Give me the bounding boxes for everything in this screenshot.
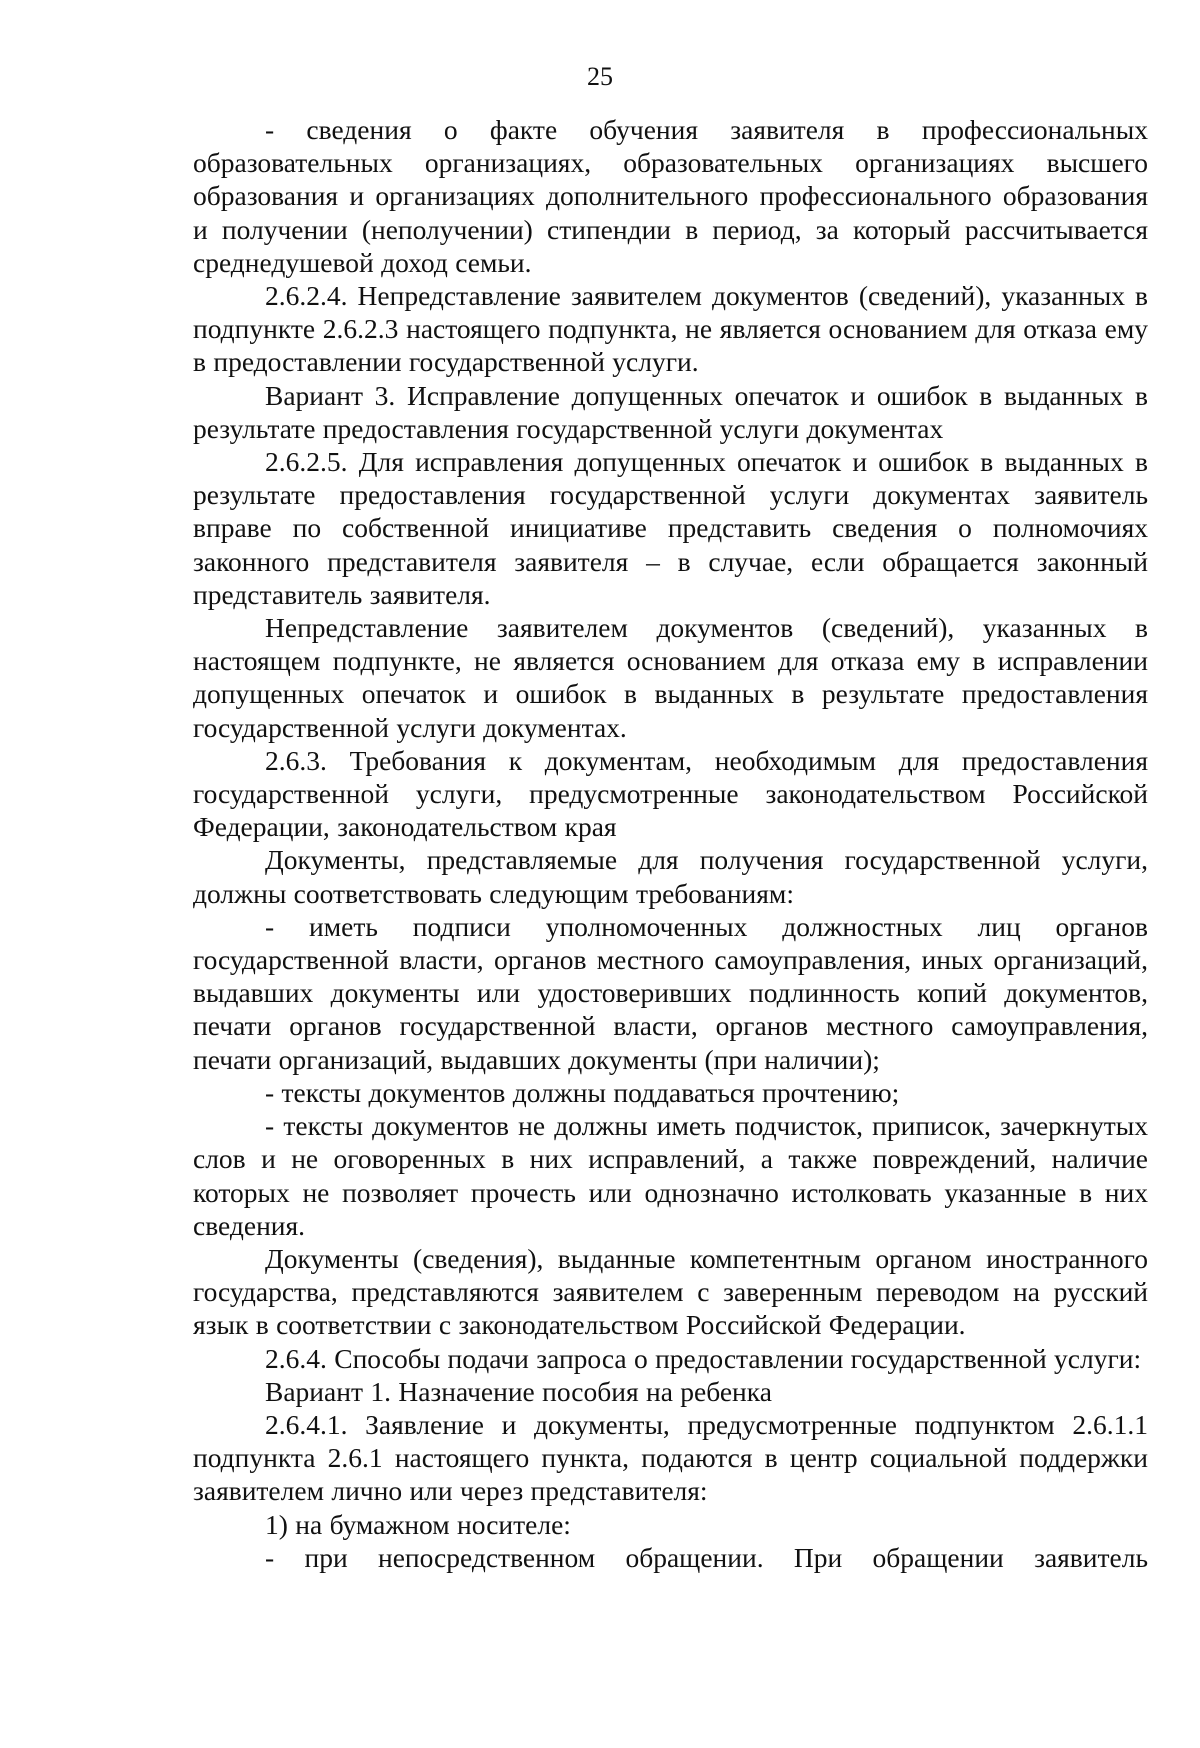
heading-2-6-3: 2.6.3. Требования к документам, необходимым для предоставления государственной услуги, предусмотренные законодательством Российской Федерации, законодательством края bbox=[193, 744, 1148, 843]
list-item-direct-appeal: - при непосредственном обращении. При обращении заявитель bbox=[265, 1541, 1148, 1573]
paragraph-2-6-2-5: 2.6.2.5. Для исправления допущенных опечаток и ошибок в выданных в результате предоставления государственной услуги документах заявитель вправе по собственной инициативе представить сведения о полномочиях законного представителя заявителя – в случае, если обращается законный представитель заявителя. bbox=[193, 446, 1148, 610]
heading-variant-3: Вариант 3. Исправление допущенных опечаток и ошибок в выданных в результате предоставления государственной услуги документах bbox=[193, 379, 1148, 444]
paragraph-2-6-4-1: 2.6.4.1. Заявление и документы, предусмотренные подпунктом 2.6.1.1 подпункта 2.6.1 настоящего пункта, подаются в центр социальной поддержки заявителем лично или через представителя: bbox=[193, 1408, 1148, 1507]
paragraph-non-submission: Непредставление заявителем документов (сведений), указанных в настоящем подпункте, не является основанием для отказа ему в исправлении допущенных опечаток и ошибок в выданных в результате предоставления государственной услуги документах. bbox=[193, 612, 1148, 743]
list-item-signatures: - иметь подписи уполномоченных должностных лиц органов государственной власти, органов местного самоуправления, иных организаций, выдавших документы или удостоверивших подлинность копий документов, печати органов государственной власти, органов местного самоуправления, печати организаций, выдавших документы (при наличии); bbox=[193, 910, 1148, 1075]
list-item-paper: 1) на бумажном носителе: bbox=[265, 1508, 571, 1540]
heading-variant-1: Вариант 1. Назначение пособия на ребенка bbox=[265, 1375, 772, 1407]
paragraph-training-info: - сведения о факте обучения заявителя в профессиональных образовательных организациях, образовательных организациях высшего образования и организациях дополнительного профессионального образования и получении (неполучении) стипендии в период, за который рассчитывается среднедушевой доход семьи. bbox=[193, 114, 1148, 278]
paragraph-requirements-intro: Документы, представляемые для получения государственной услуги, должны соответствовать следующим требованиям: bbox=[193, 844, 1148, 909]
list-item-no-erasures: - тексты документов не должны иметь подчисток, приписок, зачеркнутых слов и не оговоренных в них исправлений, а также повреждений, наличие которых не позволяет прочесть или однозначно истолковать указанные в них сведения. bbox=[193, 1110, 1148, 1241]
paragraph-foreign-documents: Документы (сведения), выданные компетентным органом иностранного государства, представляются заявителем с заверенным переводом на русский язык в соответствии с законодательством Российской Федерации. bbox=[193, 1242, 1148, 1341]
heading-2-6-4: 2.6.4. Способы подачи запроса о предоставлении государственной услуги: bbox=[265, 1342, 1142, 1374]
page-number: 25 bbox=[587, 62, 613, 91]
document-body bbox=[193, 113, 1148, 1574]
paragraph-2-6-2-4: 2.6.2.4. Непредставление заявителем документов (сведений), указанных в подпункте 2.6.2.3 настоящего подпункта, не является основанием для отказа ему в предоставлении государственной услуги. bbox=[193, 280, 1148, 378]
list-item-readable: - тексты документов должны поддаваться прочтению; bbox=[265, 1076, 900, 1108]
